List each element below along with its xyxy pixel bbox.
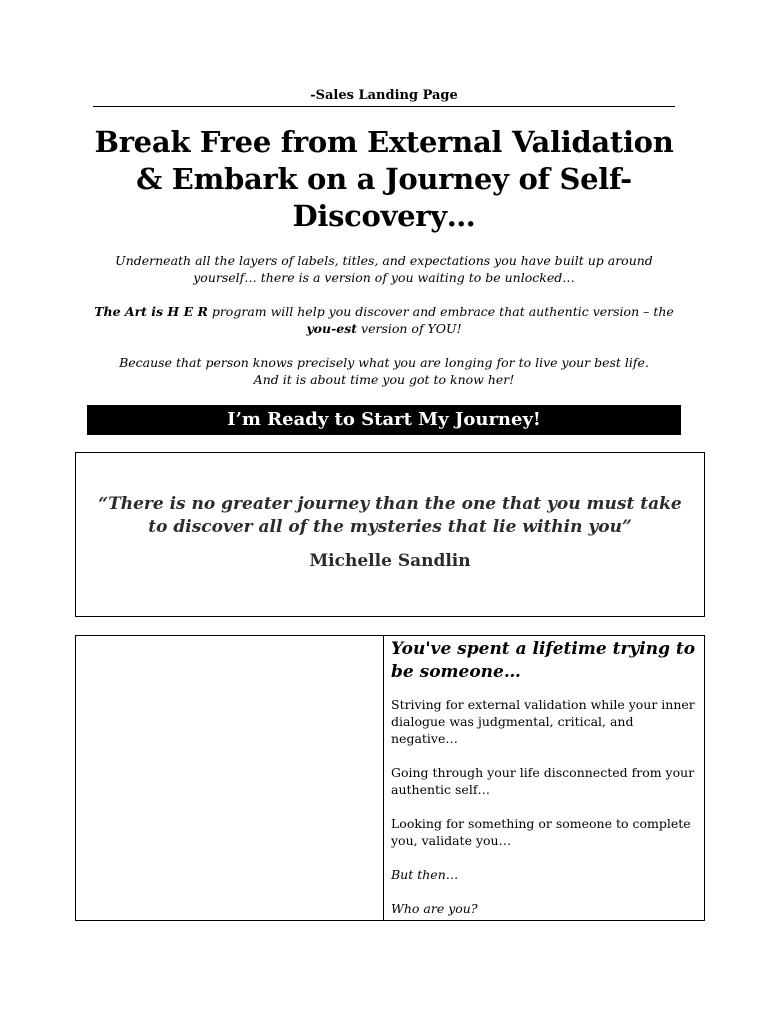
intro-section (92, 252, 676, 405)
intro-paragraph-3-line-2: And it is about time you got to know her! (253, 372, 515, 387)
you-est-emphasis: you-est (306, 321, 358, 336)
quote-box (75, 452, 705, 617)
story-paragraph: Striving for external validation while your inner dialogue was judgmental, critical, and negative… (391, 697, 695, 746)
intro-paragraph-3-line-1: Because that person knows precisely what you are longing for to live your best life. (119, 355, 649, 370)
quote-author: Michelle Sandlin (309, 551, 471, 571)
story-paragraph: Looking for something or someone to complete you, validate you… (391, 816, 691, 848)
story-table (75, 635, 705, 921)
intro-paragraph-2-end: version of YOU! (357, 321, 462, 336)
story-paragraph: Going through your life disconnected from your authentic self… (391, 765, 695, 797)
headline: Break Free from External Validation & Embark on a Journey of Self-Discovery… (94, 125, 674, 233)
intro-paragraph-1: Underneath all the layers of labels, titles, and expectations you have built up around yourself… there is a version of you waiting to be unlocked… (115, 253, 653, 285)
story-paragraph: But then… (391, 867, 459, 882)
start-journey-button[interactable]: I’m Ready to Start My Journey! (87, 405, 681, 435)
image-placeholder-cell (76, 636, 384, 920)
intro-paragraph-3 (92, 354, 676, 388)
page-label: -Sales Landing Page (93, 88, 675, 107)
intro-paragraph-2-middle: program will help you discover and embrace that authentic version – the (207, 304, 674, 319)
program-name: The Art is H E R (94, 304, 208, 319)
story-text-cell (391, 636, 696, 934)
quote-text: “There is no greater journey than the one that you must take to discover all of the mysteries that lie within you” (98, 494, 682, 537)
intro-paragraph-2 (92, 303, 676, 337)
story-heading: You've spent a lifetime trying to be someone… (391, 639, 696, 682)
story-paragraph: Who are you? (391, 901, 478, 916)
